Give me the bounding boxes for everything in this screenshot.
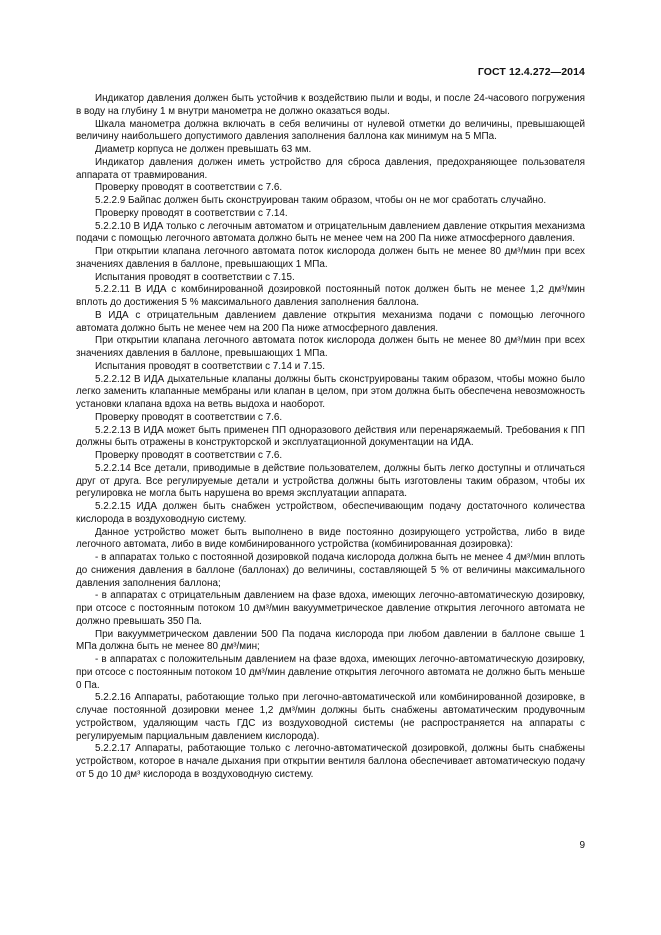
paragraph: При вакуумметрическом давлении 500 Па подача кислорода при любом давлении в баллоне свыше 1 МПа должна быть не менее 80 дм³/мин; xyxy=(76,628,585,653)
paragraph: 5.2.2.15 ИДА должен быть снабжен устройством, обеспечивающим подачу достаточного количества кислорода в воздуховодную систему. xyxy=(76,501,585,525)
document-body xyxy=(76,93,585,782)
paragraph: Испытания проводят в соответствии с 7.14 и 7.15. xyxy=(95,360,325,372)
paragraph: 5.2.2.12 В ИДА дыхательные клапаны должны быть сконструированы таким образом, чтобы можно было легко заменить клапанные мембраны или клапан в целом, при этом должна быть обеспечена невозможность установки клапана вдоха на ветвь выдоха и наоборот. xyxy=(76,373,585,410)
paragraph: При открытии клапана легочного автомата поток кислорода должен быть не менее 80 дм³/мин при всех значениях давления в баллоне, превышающих 1 МПа. xyxy=(76,335,585,359)
page-number: 9 xyxy=(579,840,585,851)
document-id: ГОСТ 12.4.272—2014 xyxy=(477,66,585,78)
paragraph: 5.2.2.10 В ИДА только с легочным автоматом и отрицательным давлением давление открытия механизма подачи с помощью легочного автомата должно быть не менее чем на 200 Па ниже атмосферного давления. xyxy=(76,220,585,245)
paragraph: - в аппаратах только с постоянной дозировкой подача кислорода должна быть не менее 4 дм³/мин вплоть до снижения давления в баллоне (баллонах) до величины, составляющей 5 % от величины максимального давления заполнения баллона; xyxy=(76,552,585,589)
paragraph: 5.2.2.9 Байпас должен быть сконструирован таким образом, чтобы он не мог сработать случайно. xyxy=(95,195,547,206)
paragraph: 5.2.2.17 Аппараты, работающие только с легочно-автоматической дозировкой, должны быть снабжены устройством, которое в начале дыхания при открытии вентиля баллона обеспечивает автоматическую подачу от 5 до 10 дм³ кислорода в воздуховодную систему. xyxy=(76,743,585,780)
paragraph: 5.2.2.14 Все детали, приводимые в действие пользователем, должны быть легко доступны и отличаться друг от друга. Все регулируемые детали и устройства должны быть изготовлены таким образом, чтобы их регулировка не могла быть нарушена во время эксплуатации аппарата. xyxy=(76,462,585,500)
paragraph: Индикатор давления должен быть устойчив к воздействию пыли и воды, и после 24-часового погружения в воду на глубину 1 м внутри манометра не должно оказаться воды. xyxy=(76,93,585,117)
paragraph: В ИДА с отрицательным давлением давление открытия механизма подачи с помощью легочного автомата должно быть не менее чем на 200 Па ниже атмосферного давления. xyxy=(76,309,585,334)
paragraph: Проверку проводят в соответствии с 7.14. xyxy=(95,207,288,219)
paragraph: 5.2.2.13 В ИДА может быть применен ПП одноразового действия или перенаряжаемый. Требования к ПП должны быть отражены в конструкторской и эксплуатационной документации на ИДА. xyxy=(76,424,585,449)
paragraph: Проверку проводят в соответствии с 7.6. xyxy=(95,182,283,194)
paragraph: Проверку проводят в соответствии с 7.6. xyxy=(95,450,283,461)
paragraph: 5.2.2.11 В ИДА с комбинированной дозировкой постоянный поток должен быть не менее 1,2 дм³/мин вплоть до достижения 5 % максимального давления заполнения баллона. xyxy=(76,284,585,308)
paragraph: Диаметр корпуса не должен превышать 63 мм. xyxy=(95,144,312,155)
paragraph: 5.2.2.16 Аппараты, работающие только при легочно-автоматической или комбинированной дозировке, в случае постоянной дозировки менее 1,2 дм³/мин должны быть снабжены автоматическим продувочным устройством, удаляющим часть ГДС из воздуховодной системы (не распространяется на аппараты с регулируемым парциальным давлением кислорода). xyxy=(76,692,585,742)
paragraph: Данное устройство может быть выполнено в виде постоянно дозирующего устройства, либо в виде легочного автомата, либо в виде комбинированного устройства (комбинированная дозировка): xyxy=(76,526,585,551)
paragraph: - в аппаратах с положительным давлением на фазе вдоха, имеющих легочно-автоматическую дозировку, при отсосе с постоянным потоком 10 дм³/мин давление открытия легочного автомата не должно быть меньше 0 Па. xyxy=(76,654,585,691)
paragraph: Проверку проводят в соответствии с 7.6. xyxy=(95,411,283,423)
paragraph: Индикатор давления должен иметь устройство для сброса давления, предохраняющее пользователя аппарата от травмирования. xyxy=(76,156,585,181)
paragraph: - в аппаратах с отрицательным давлением на фазе вдоха, имеющих легочно-автоматическую дозировку, при отсосе с постоянным потоком 10 дм³/мин вакуумметрическое давление открытия легочного автомата не должно превышать 350 Па. xyxy=(76,590,585,627)
paragraph: Шкала манометра должна включать в себя величины от нулевой отметки до величины, превышающей величину наибольшего допустимого давления заполнения баллона как минимум на 5 МПа. xyxy=(76,118,585,143)
paragraph: При открытии клапана легочного автомата поток кислорода должен быть не менее 80 дм³/мин при всех значениях давления в баллоне, превышающих 1 МПа. xyxy=(76,246,585,270)
paragraph: Испытания проводят в соответствии с 7.15. xyxy=(95,271,295,283)
